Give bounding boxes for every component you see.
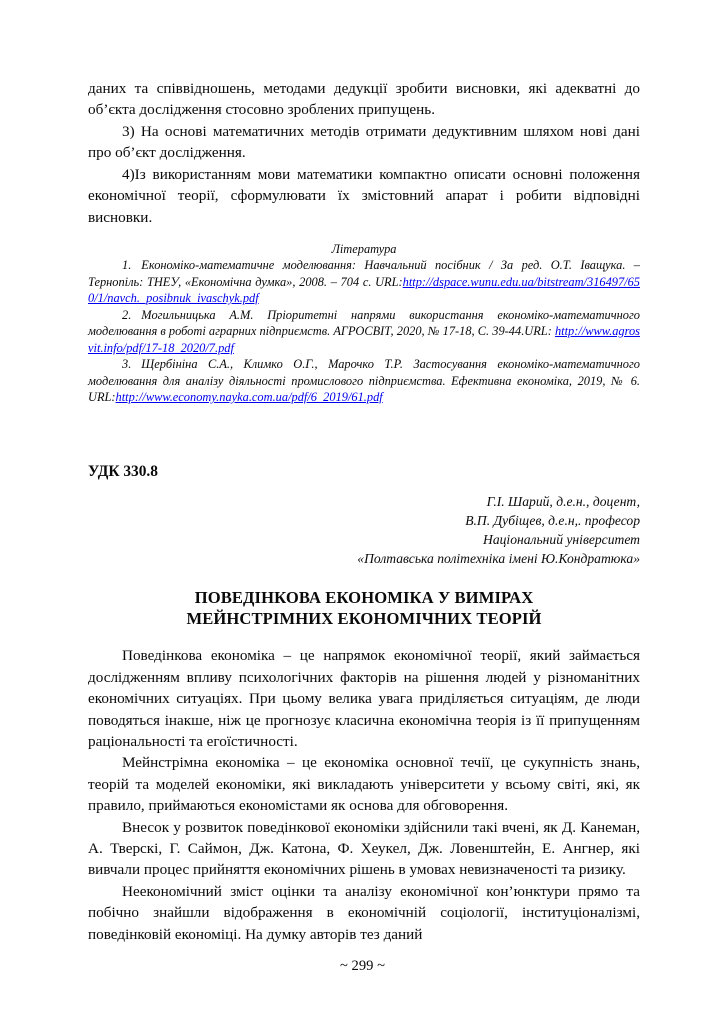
paragraph: 4)Із використанням мови математики компактно описати основні положення економічної теорії, сформулювати їх змістовний апарат і робити відповідні висновки. <box>88 165 640 226</box>
article-title-line: ПОВЕДІНКОВА ЕКОНОМІКА У ВИМІРАХ <box>194 587 534 607</box>
page-number-footer: ~ 299 ~ <box>340 958 385 974</box>
article-header <box>88 462 640 646</box>
udk-code: УДК 330.8 <box>88 462 158 480</box>
reference-text: Могильницька А.М. Пріоритетні напрями використання економіко-математичного моделювання в роботі аграрних підприємств. АГРОСВІТ, 2020, № 17-18, С. 39-44.URL: <box>88 307 640 339</box>
reference-text: Щербініна С.А., Климко О.Г., Марочко Т.Р. Застосування економіко-математичного моделювання для аналізу діяльності промислового підприємства. Ефективна економіка, 2019, № 6. URL: <box>88 357 640 405</box>
author-block <box>88 492 640 569</box>
reference-number: 1. <box>122 258 132 273</box>
spacer <box>88 629 640 645</box>
reference-url-link[interactable]: http://www.agrosvit.info/pdf/17-18_2020/7.pdf <box>88 324 640 355</box>
references-list <box>88 257 640 406</box>
author-line: В.П. Дубіщев, д.е.н,. професор <box>465 512 640 528</box>
article-title <box>88 587 640 629</box>
reference-number: 2. <box>122 307 132 322</box>
paragraph: даних та співвідношень, методами дедукції зробити висновки, які адекватні до об’єкта дослідження стосовно зроблених припущень. <box>88 80 640 119</box>
spacer <box>88 482 640 492</box>
author-line: Г.І. Шарий, д.е.н., доцент, <box>486 493 640 509</box>
paragraph: Мейнстрімна економіка – це економіка основної течії, це сукупність знань, теорій та моделей економіки, які викладають університети у всьому світі, які, як правило, приймаються економістами як основа для обговорення. <box>88 754 640 815</box>
reference-text: Економіко-математичне моделювання: Навчальний посібник / За ред. О.Т. Іващука. – Тернопіль: ТНЕУ, «Економічна думка», 2008. – 704 с. URL: <box>88 258 640 289</box>
references-section <box>88 241 640 406</box>
paragraph: Внесок у розвиток поведінкової економіки здійснили такі вчені, як Д. Канеман, А. Тверскі, Г. Саймон, Дж. Катона, Ф. Хеукел, Дж. Ловенштейн, Е. Ангнер, які вивчали процес прийняття економічних рішень в умовах невизначеності та ризику. <box>88 818 640 879</box>
paragraph: Поведінкова економіка – це напрямок економічної теорії, який займається дослідженням впливу психологічних факторів на рішення людей у різноманітних економічних ситуаціях. При цьому велика увага приділяється ситуаціям, де люди поводяться інакше, ніж це прогнозує класична економічна теорія із її припущенням раціональності та егоїстичності. <box>88 647 640 750</box>
references-heading: Література <box>331 241 397 256</box>
article-title-line: МЕЙНСТРІМНИХ ЕКОНОМІЧНИХ ТЕОРІЙ <box>186 609 542 629</box>
spacer <box>88 569 640 587</box>
affiliation-line: Національний університет <box>483 532 640 548</box>
reference-number: 3. <box>122 357 132 372</box>
paragraph: Неекономічний зміст оцінки та аналізу економічної кон’юнктури прямо та побічно знайшли відображення в економічній соціології, інституціоналізмі, поведінковій економіці. На думку авторів тез даний <box>88 882 640 943</box>
reference-item <box>88 307 640 357</box>
paragraph: 3) На основі математичних методів отримати дедуктивним шляхом нові дані про об’єкт дослідження. <box>88 122 640 162</box>
affiliation-line: «Полтавська політехніка імені Ю.Кондратюка» <box>357 551 640 567</box>
reference-url-link[interactable]: http://www.economy.nayka.com.ua/pdf/6_2019/61.pdf <box>115 390 383 405</box>
current-article-body <box>88 645 640 945</box>
section-spacer <box>88 406 640 462</box>
reference-url-link[interactable]: http://dspace.wunu.edu.ua/bitstream/316497/650/1/navch._posibnuk_ivaschyk.pdf <box>88 274 640 306</box>
reference-item <box>88 356 640 406</box>
previous-article-body <box>88 78 640 228</box>
reference-item <box>88 257 640 307</box>
page-content-column <box>88 78 640 945</box>
